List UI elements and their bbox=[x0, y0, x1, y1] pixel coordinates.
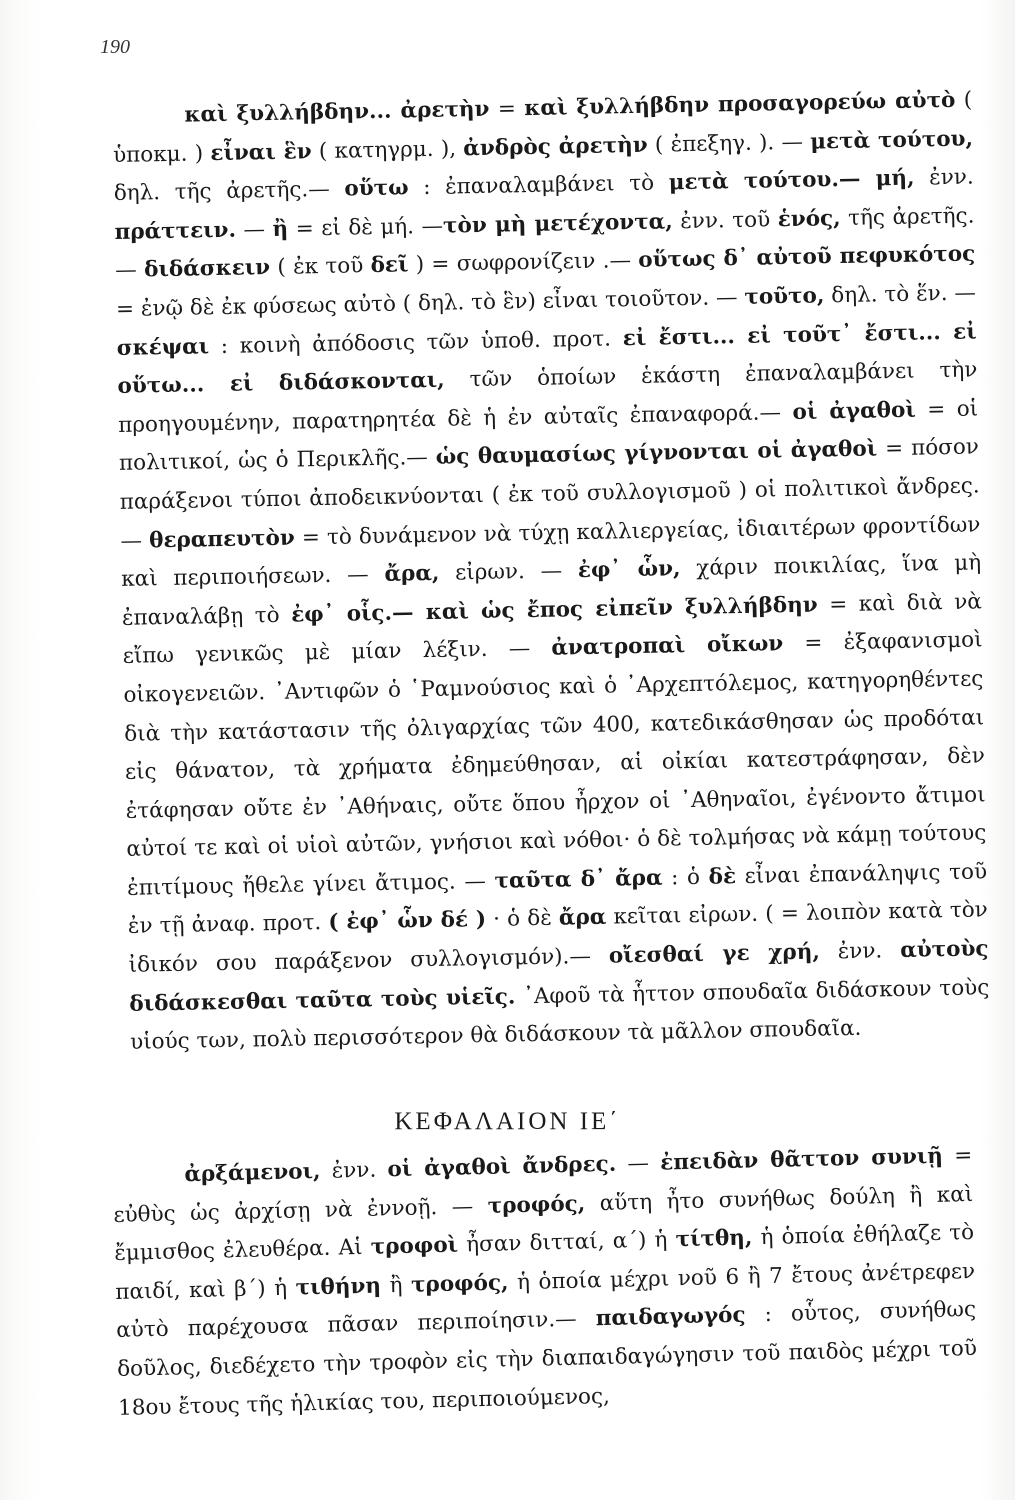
gloss-text: ᾿Αφοῦ τὰ ἧττον σπουδαῖα διδάσκουν τοὺς υἱούς των, πολὺ περισσότερον θὰ διδάσκουν τὰ μᾶλλον σπουδαῖα. bbox=[129, 974, 990, 1056]
lemma-text: αὐτοὺς διδάσκεσθαι ταῦτα τοὺς υἱεῖς. bbox=[129, 936, 989, 1017]
gloss-text: δηλ. τῆς ἀρετῆς.— bbox=[113, 176, 345, 207]
gloss-text: ἢ bbox=[380, 1272, 412, 1299]
lemma-text: δὲ bbox=[708, 864, 737, 890]
lemma-text: μετὰ τούτου.— μή, bbox=[668, 165, 915, 196]
gloss-text: ἐνν. bbox=[914, 164, 974, 191]
gloss-text: δηλ. τὸ ἕν. — bbox=[824, 280, 977, 309]
gloss-text: εἰρων. — bbox=[439, 558, 579, 586]
gloss-text: = εὐθὺς ὡς ἀρχίσῃ νὰ ἐννοῇ. — bbox=[113, 1142, 973, 1228]
lemma-text: ταῦτα δ᾽ ἄρα bbox=[494, 865, 663, 894]
lemma-text: τροφός, bbox=[410, 1270, 509, 1298]
gloss-text: ) = σωφρονίζειν .— bbox=[408, 248, 639, 278]
gloss-text: τῆς ἀρετῆς. — bbox=[115, 203, 975, 284]
gloss-text: ( ἐπεξηγ. ). — bbox=[647, 129, 811, 158]
gloss-text: ἐνν. bbox=[819, 938, 901, 965]
gloss-text: κεῖται εἰρων. ( = λοιπὸν κατὰ τὸν ἰδικόν σου παράξενον συλλογισμόν).— bbox=[128, 897, 988, 978]
lemma-text: πράττειν. bbox=[114, 217, 237, 245]
gloss-text: ( ὑποκμ. ) bbox=[112, 87, 973, 168]
lemma-text: ἄρα, bbox=[384, 560, 440, 587]
lemma-text: τοῦτο, bbox=[744, 283, 825, 310]
gloss-text: · ὁ δὲ bbox=[485, 906, 560, 933]
gloss-text: ἡ ὁποία μέχρι νοῦ 6 ἢ 7 ἔτους ἀνέτρεφεν αὐτὸ παρέχουσα πᾶσαν περιποίησιν.— bbox=[115, 1258, 976, 1344]
lemma-text: θεραπευτὸν bbox=[148, 525, 296, 553]
lemma-text: μετὰ τούτου, bbox=[810, 126, 974, 155]
lemma-text: ἀρξάμενοι, bbox=[184, 1158, 321, 1188]
gloss-text: : κοινὴ ἀπόδοσις τῶν ὑποθ. προτ. bbox=[208, 325, 624, 359]
lemma-text: οἱ ἀγαθοὶ bbox=[792, 397, 916, 425]
paragraph-indent bbox=[113, 1181, 185, 1183]
commentary-paragraph-2 bbox=[112, 1137, 978, 1428]
lemma-text: ἑνός, bbox=[777, 205, 841, 233]
lemma-text: δεῖ bbox=[370, 252, 409, 279]
lemma-text: καὶ ξυλλήβδην προσαγορεύω αὐτὸ bbox=[524, 87, 956, 122]
gloss-text: ἐνν. τοῦ bbox=[672, 207, 778, 235]
gloss-text: εἶναι ἐπανάληψις τοῦ ἐν τῇ ἀναφ. προτ. bbox=[127, 859, 988, 940]
gloss-text: = τὸ δυνάμενον νὰ τύχῃ καλλιεργείας, ἰδιαιτέρων φροντίδων καὶ περιποιήσεων. — bbox=[121, 511, 981, 593]
chapter-heading: ΚΕΦΑΛΑΙΟΝ ΙΕ΄ bbox=[394, 1108, 621, 1135]
lemma-text: ἐπειδὰν θᾶττον συνιῇ bbox=[659, 1143, 944, 1176]
lemma-text: ἐφ᾽ ὧν, bbox=[577, 556, 681, 584]
gloss-text: ( κατηγρμ. ), bbox=[311, 135, 464, 164]
lemma-text: οἴεσθαί γε χρή, bbox=[608, 939, 821, 969]
gloss-text: = bbox=[489, 96, 525, 122]
gloss-text: : οὗτος, συνήθως δοῦλος, διεδέχετο τὴν τροφὸν εἰς τὴν διαπαιδαγώγησιν τοῦ παιδὸς μέχρι τοῦ 18ου ἔτους τῆς ἡλικίας του, περιποιούμενος, bbox=[116, 1297, 978, 1421]
gloss-text: — bbox=[615, 1150, 661, 1177]
lemma-text: οἱ ἀγαθοὶ ἄνδρες. bbox=[387, 1151, 617, 1183]
lemma-text: σκέψαι bbox=[116, 333, 210, 361]
lemma-text: ἄρα bbox=[558, 905, 607, 932]
gloss-text: χάριν ποικιλίας, ἵνα μὴ ἐπαναλάβῃ τὸ bbox=[121, 550, 982, 631]
gloss-text: τῶν ὁποίων ἑκάστη ἐπαναλαμβάνει τὴν προηγουμένην, παρατηρητέα δὲ ἡ ἐν αὐταῖς ἐπαναφορά.— bbox=[118, 357, 978, 438]
lemma-text: παιδαγωγός bbox=[595, 1302, 746, 1332]
gloss-text: = ἐξαφανισμοὶ οἰκογενειῶν. ᾿Αντιφῶν ὁ ῾Ραμνούσιος καὶ ὁ ᾿Αρχεπτόλεμος, κατηγορηθέντες διὰ τὴν κατάστασιν τῆς ὀλιγαρχίας τῶν 400, κατεδικάσθησαν ὡς προδόται εἰς θάνατον, τὰ χρήματα ἐδημεύθησαν, αἱ οἰκίαι κατεστράφησαν, δὲν ἐτάφησαν οὔτε ἐν ᾿Αθήναις, οὔτε ὅπου ἦρχον οἱ ᾿Αθηναῖοι, ἐγένοντο ἄτιμοι αὐτοί τε καὶ οἱ υἱοὶ αὐτῶν, γνήσιοι καὶ νόθοι· ὁ δὲ τολμήσας νὰ κάμῃ τούτους ἐπιτίμους ἤθελε γίνει ἄτιμος. — bbox=[123, 627, 987, 901]
lemma-text: εἰ ἔστι... εἰ τοῦτ᾽ ἔστι... εἰ οὕτω... εἰ διδάσκονται, bbox=[117, 319, 977, 400]
gloss-text: = πόσον παράξενοι τύποι ἀποδεικνύονται ( ἐκ τοῦ συλλογισμοῦ ) οἱ πολιτικοὶ ἄνδρες. — bbox=[119, 434, 980, 554]
gloss-text: = οἱ πολιτικοί, ὡς ὁ Περικλῆς.— bbox=[118, 396, 979, 477]
lemma-text: οὕτω bbox=[344, 175, 409, 202]
lemma-text: ( ἐφ᾽ ὧν δέ ) bbox=[328, 907, 487, 936]
lemma-text: ἀνδρὸς ἀρετὴν bbox=[463, 132, 648, 161]
gloss-text: αὕτη ἦτο συνήθως δούλη ἢ καὶ ἔμμισθος ἐλευθέρα. Αἱ bbox=[114, 1181, 974, 1267]
gloss-text: = εἰ δὲ μή. — bbox=[287, 213, 444, 242]
gloss-text: = ἐνῷ δὲ ἐκ φύσεως αὐτὸ ( δηλ. τὸ ἓν) εἶναι τοιοῦτον. — bbox=[115, 284, 745, 322]
lemma-text: τιθήνη bbox=[295, 1273, 382, 1301]
paragraph-indent bbox=[112, 122, 184, 123]
lemma-text: καὶ ξυλλήβδην... ἀρετὴν bbox=[184, 96, 490, 128]
lemma-text: οὕτως δ᾽ αὐτοῦ πεφυκότος bbox=[638, 241, 976, 274]
gloss-text: ἡ ὁποία ἐθήλαζε τὸ παιδί, καὶ β΄) ἡ bbox=[114, 1220, 975, 1305]
lemma-text: εἶναι ἓν bbox=[210, 138, 312, 166]
gloss-text: = καὶ διὰ νὰ εἴπω γενικῶς μὲ μίαν λέξιν. — bbox=[122, 589, 983, 670]
commentary-paragraph-1 bbox=[112, 81, 990, 1062]
lemma-text: ὡς θαυμασίως γίγνονται οἱ ἀγαθοὶ bbox=[435, 436, 878, 471]
lemma-text: ἐφ᾽ οἷς.— καὶ ὡς ἔπος εἰπεῖν ξυλλήβδην bbox=[290, 592, 818, 628]
gloss-text: ( ἐκ τοῦ bbox=[269, 253, 371, 281]
lemma-text: διδάσκειν bbox=[143, 255, 271, 283]
lemma-text: ἀνατροπαὶ οἴκων bbox=[551, 631, 784, 661]
page-number: 190 bbox=[100, 36, 130, 58]
lemma-text: ἢ bbox=[272, 216, 289, 242]
gloss-text: ἦσαν διτταί, α΄) ἡ bbox=[457, 1227, 676, 1258]
lemma-text: τίτθη, bbox=[675, 1225, 753, 1253]
lemma-text: τροφοὶ bbox=[370, 1232, 459, 1260]
gloss-text: : ὁ bbox=[662, 864, 709, 891]
gloss-text: — bbox=[235, 216, 273, 243]
lemma-text: τὸν μὴ μετέχοντα, bbox=[442, 209, 673, 239]
gloss-text: : ἐπαναλαμβάνει τὸ bbox=[408, 170, 670, 201]
lemma-text: τροφός, bbox=[487, 1191, 586, 1219]
gloss-text: ἐνν. bbox=[320, 1157, 388, 1184]
